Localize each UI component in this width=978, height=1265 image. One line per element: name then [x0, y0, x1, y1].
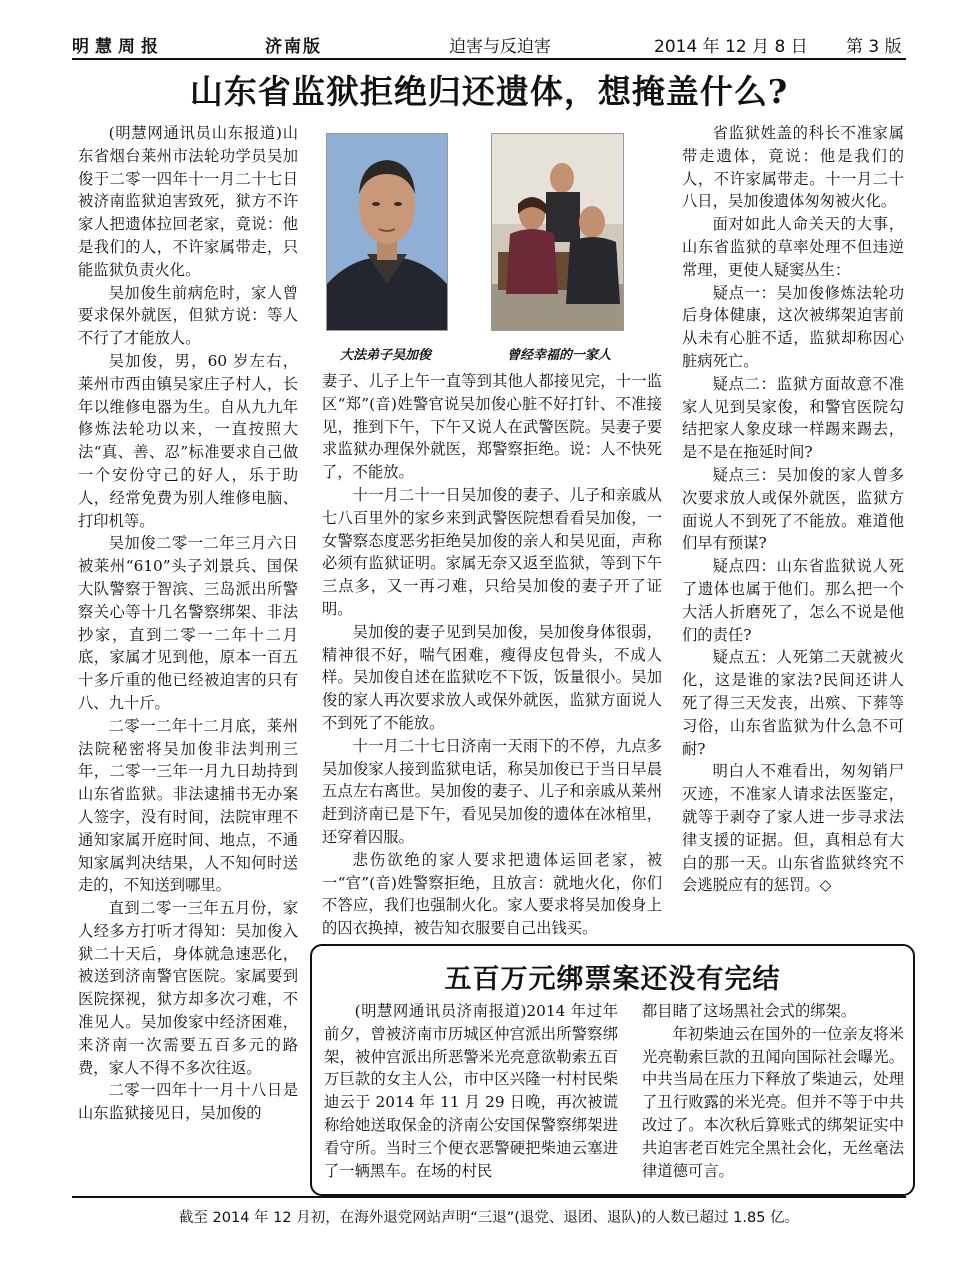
- article-column-2: [322, 370, 662, 940]
- paragraph: 吴加俊二零一二年三月六日被莱州“610”头子刘景兵、国保大队警察于智滨、三岛派出所警察关心等十几名警察绑架、非法抄家，直到二零一二年十二月底，家属才见到他，原本一百五十多斤重的他已经被迫害的只有八、九十斤。: [78, 534, 298, 712]
- boxed-article-column-2: [642, 1000, 904, 1182]
- paragraph: 吴加俊生前病危时，家人曾要求保外就医，但狱方说：等人不行了才能放人。: [78, 283, 298, 348]
- photo-caption: 大法弟子吴加俊: [340, 348, 432, 363]
- paragraph: 明白人不难看出，匆匆销尸灭迹，不准家人请求法医鉴定，就等于剥夺了家人进一步寻求法律支援的证据。但，真相总有大白的那一天。山东省监狱终究不会逃脱应有的惩罚。◇: [682, 762, 904, 895]
- paragraph: 疑点四：山东省监狱说人死了遗体也属于他们。那么把一个大活人折磨死了，怎么不说是他们的责任?: [682, 557, 904, 644]
- masthead: [72, 32, 906, 60]
- paragraph: 吴加俊的妻子见到吴加俊，吴加俊身体很弱，精神很不好，喘气困难，瘦得皮包骨头，不成人样。吴加俊自述在监狱吃不下饭，饭量很小。吴加俊的家人再次要求放人或保外就医，监狱方面说人不到死了不能放。: [322, 622, 662, 732]
- paragraph: 二零一二年十二月底，莱州法院秘密将吴加俊非法判刑三年，二零一三年一月九日劫持到山东省监狱。非法逮捕书无办案人签字，没有时间，法院审理不通知家属开庭时间、地点，不通知家属判决结果，人不知何时送走的，不知送到哪里。: [78, 716, 298, 895]
- paragraph: 年初柴迪云在国外的一位亲友将米光亮勒索巨款的丑闻向国际社会曝光。中共当局在压力下释放了柴迪云，处理了丑行败露的米光亮。但并不等于中共改过了。本次秋后算账式的绑架证实中共迫害老百姓完全黑社会化，无丝毫法律道德可言。: [642, 1024, 904, 1180]
- section-label: 迫害与反迫害: [449, 37, 551, 57]
- newspaper-name: 明慧周报: [72, 37, 164, 57]
- paragraph: 面对如此人命关天的大事，山东省监狱的草率处理不但违逆常理，更使人疑窦丛生：: [682, 215, 904, 279]
- paragraph: 省监狱姓盖的科长不准家属带走遗体，竟说：他是我们的人，不许家属带走。十一月二十八日，吴加俊遗体匆匆被火化。: [682, 124, 904, 211]
- family-photo: [491, 133, 624, 331]
- paragraph: 疑点三：吴加俊的家人曾多次要求放人或保外就医，监狱方面说人不到死了不能放。难道他们早有预谋?: [682, 465, 904, 553]
- boxed-article-title: 五百万元绑票案还没有完结: [444, 964, 781, 995]
- paragraph: (明慧网通讯员济南报道)2014 年过年前夕，曾被济南市历城区仲宫派出所警察绑架，被仲宫派出所恶警米光亮意欲勒索五百万巨款的女主人公，市中区兴隆一村村民柴迪云于 2014 年 11 月 29 日晚，再次被谎称给她送取保金的济南公安国保警察绑架进看守所。当时三个便衣恶警硬把柴迪云塞进了一辆黑车。在场的村民: [324, 1002, 618, 1180]
- page-number: 第 3 版: [846, 37, 902, 57]
- article-column-3: [682, 122, 904, 897]
- article-headline: 山东省监狱拒绝归还遗体，想掩盖什么?: [189, 72, 789, 111]
- paragraph: 二零一四年十一月十八日是山东监狱接见日，吴加俊的: [78, 1081, 298, 1123]
- paragraph: 疑点二：监狱方面故意不准家人见到吴家俊，和警官医院勾结把家人象皮球一样踢来踢去，是不是在拖延时间?: [682, 374, 904, 462]
- paragraph: 十一月二十一日吴加俊的妻子、儿子和亲戚从七八百里外的家乡来到武警医院想看看吴加俊，一女警察态度恶劣拒绝吴加俊的亲人和吴见面，声称必须有监狱证明。家属无奈又返至监狱，等到下午三点多，又一再刁难，只给吴加俊的妻子开了证明。: [322, 485, 662, 618]
- paragraph: 十一月二十七日济南一天雨下的不停，九点多吴加俊家人接到监狱电话，称吴加俊已于当日早晨五点左右离世。吴加俊的妻子、儿子和亲戚从莱州赶到济南已是下午，看见吴加俊的遗体在冰棺里，还穿着囚服。: [322, 736, 662, 846]
- masthead-rule: [72, 58, 906, 60]
- article-column-1: [78, 122, 298, 1125]
- boxed-article: [310, 944, 915, 1196]
- paragraph: 疑点一：吴加俊修炼法轮功后身体健康，这次被绑架迫害前从未有心脏不适，监狱却称因心脏病死亡。: [682, 283, 904, 370]
- paragraph: 吴加俊，男，60 岁左右，莱州市西由镇吴家庄子村人，长年以维修电器为生。自从九九年修炼法轮功以来，一直按照大法“真、善、忍”标准要求自己做一个安份守己的好人，乐于助人，经常免费为别人维修电脑、打印机等。: [78, 351, 298, 530]
- photo-caption: 曾经幸福的一家人: [507, 348, 612, 363]
- boxed-article-column-1: [324, 1000, 618, 1182]
- edition-label: 济南版: [265, 37, 322, 57]
- footer-rule: [72, 1196, 906, 1198]
- paragraph: 妻子、儿子上午一直等到其他人都接见完，十一监区“郑”(音)姓警官说吴加俊心脏不好打针、不准接见，推到下午，下午又说人在武警医院。吴妻子要求监狱办理保外就医，郑警察拒绝。说：人不快死了，不能放。: [322, 372, 662, 482]
- portrait-photo: [326, 133, 448, 331]
- paragraph: 直到二零一三年五月份，家人经多方打听才得知：吴加俊入狱二十天后，身体就急速恶化，被送到济南警官医院。家属要到医院探视，狱方却多次刁难，不准见人。吴加俊家中经济困难，来济南一次需要五百多元的路费，家人不得不多次往返。: [78, 899, 298, 1077]
- paragraph: 疑点五：人死第二天就被火化，这是谁的家法?民间还讲人死了得三天发丧，出殡、下葬等习俗，山东省监狱为什么急不可耐?: [682, 648, 904, 758]
- paragraph: 都目睹了这场黑社会式的绑架。: [642, 1002, 857, 1020]
- paragraph: (明慧网通讯员山东报道)山东省烟台莱州市法轮功学员吴加俊于二零一四年十一月二十七日被济南监狱迫害致死，狱方不许家人把遗体拉回老家，竟说：他是我们的人，不许家属带走，只能监狱负责火化。: [78, 124, 298, 279]
- footer-banner: 截至 2014 年 12 月初，在海外退党网站声明“三退”(退党、退团、退队)的人数已超过 1.85 亿。: [178, 1210, 800, 1226]
- issue-date: 2014 年 12 月 8 日: [654, 37, 808, 57]
- paragraph: 悲伤欲绝的家人要求把遗体运回老家，被一“官”(音)姓警察拒绝，且放言：就地火化，你们不答应，我们也强制火化。家人要求将吴加俊身上的囚衣换掉，被告知衣服要自己出钱买。: [322, 850, 662, 938]
